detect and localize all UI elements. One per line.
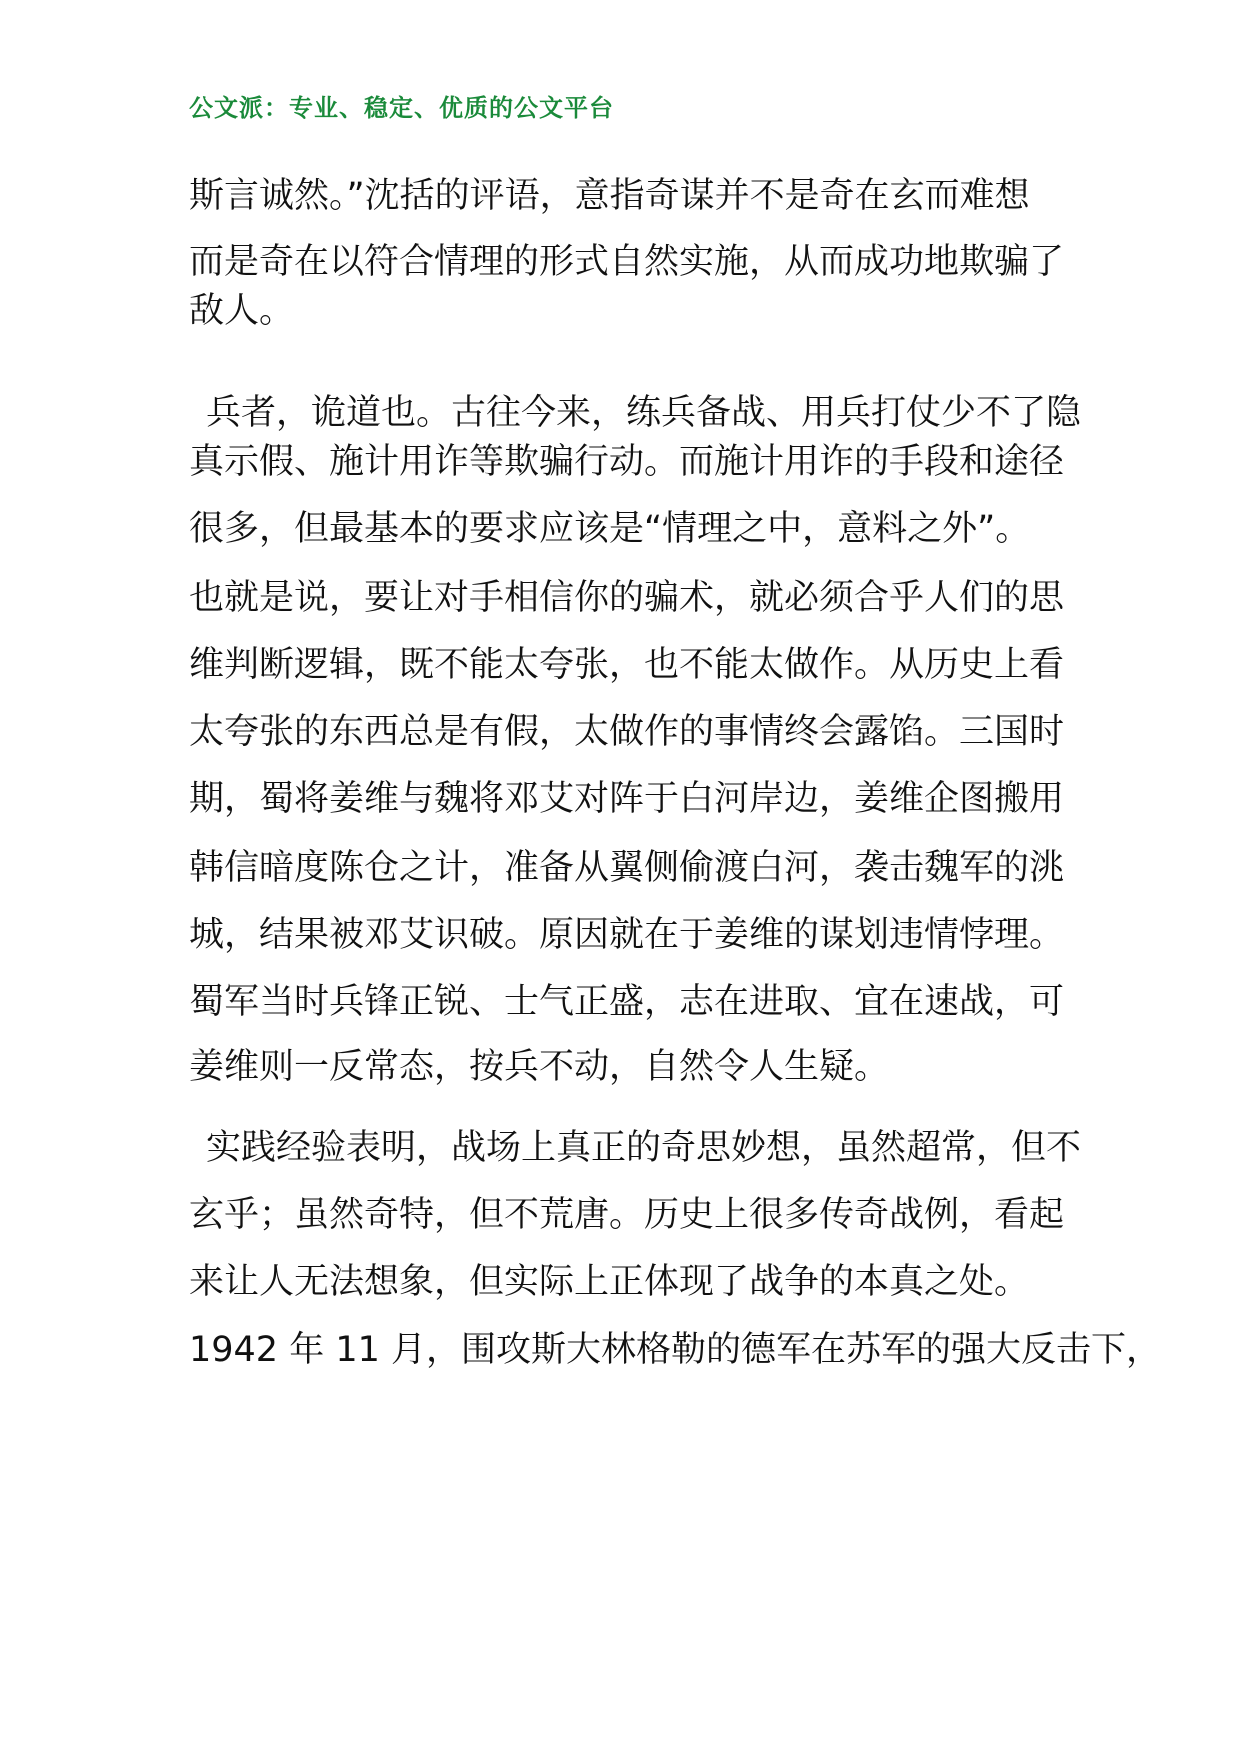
paragraph-first-line: 实践经验表明，战场上真正的奇思妙想，虽然超常，但不 (206, 1128, 1082, 1168)
text-line: 城，结果被邓艾识破。原因就在于姜维的谋划违情悖理。 (189, 915, 1065, 955)
text-line: 1942 年 11 月，围攻斯大林格勒的德军在苏军的强大反击下， (189, 1330, 1161, 1370)
text-line: 很多，但最基本的要求应该是“情理之中，意料之外”。 (189, 509, 1031, 549)
text-line: 而是奇在以符合情理的形式自然实施，从而成功地欺骗了 (189, 242, 1065, 282)
text-line: 斯言诚然。”沈括的评语，意指奇谋并不是奇在玄而难想 (189, 176, 1030, 216)
text-line: 敌人。 (189, 291, 295, 331)
text-line: 真示假、施计用诈等欺骗行动。而施计用诈的手段和途径 (189, 442, 1065, 482)
text-line: 也就是说，要让对手相信你的骗术，就必须合乎人们的思 (189, 578, 1065, 618)
text-line: 太夸张的东西总是有假，太做作的事情终会露馅。三国时 (189, 712, 1065, 752)
text-line: 期，蜀将姜维与魏将邓艾对阵于白河岸边，姜维企图搬用 (189, 779, 1065, 819)
text-line: 来让人无法想象，但实际上正体现了战争的本真之处。 (189, 1262, 1030, 1302)
site-header: 公文派：专业、稳定、优质的公文平台 (189, 94, 614, 122)
text-line: 玄乎；虽然奇特，但不荒唐。历史上很多传奇战例，看起 (189, 1195, 1065, 1235)
text-line: 蜀军当时兵锋正锐、士气正盛，志在进取、宜在速战，可 (189, 982, 1065, 1022)
text-line: 韩信暗度陈仓之计，准备从翼侧偷渡白河，袭击魏军的洮 (189, 848, 1065, 888)
text-line: 维判断逻辑，既不能太夸张，也不能太做作。从历史上看 (189, 645, 1065, 685)
text-line: 姜维则一反常态，按兵不动，自然令人生疑。 (189, 1047, 890, 1087)
paragraph-first-line: 兵者，诡道也。古往今来，练兵备战、用兵打仗少不了隐 (206, 393, 1082, 433)
